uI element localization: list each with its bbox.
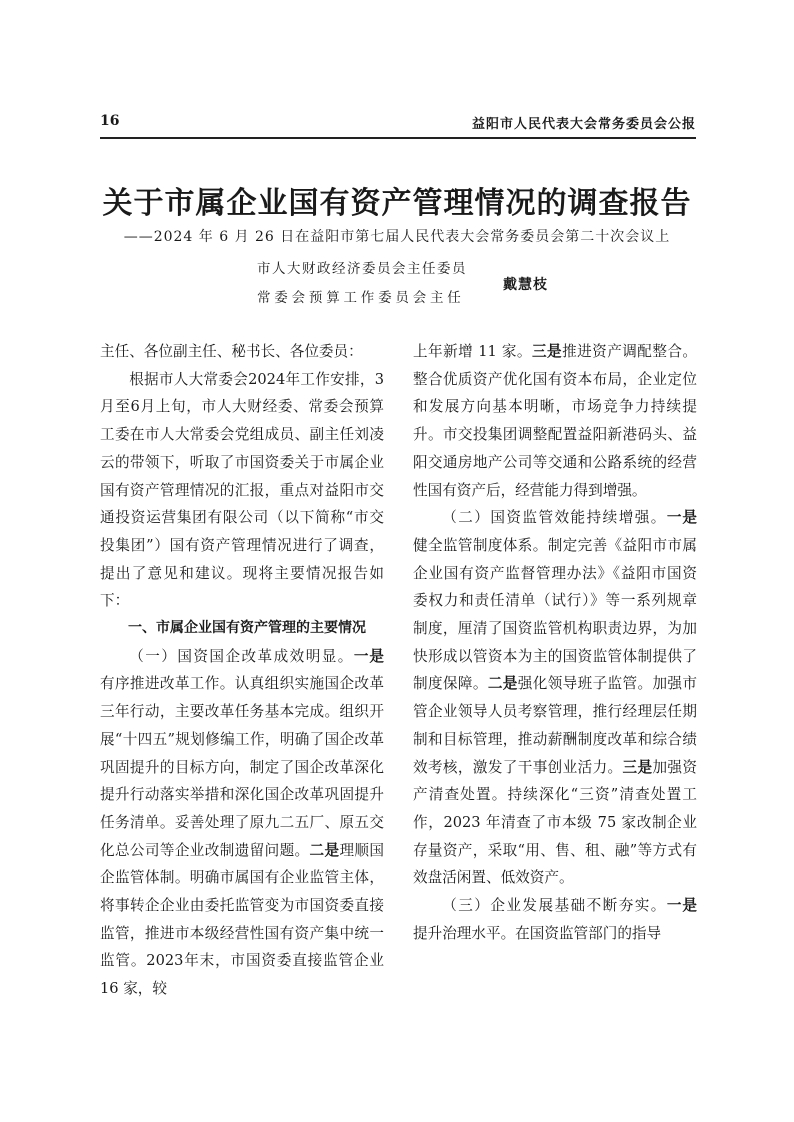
paragraph-reform bbox=[100, 643, 384, 1003]
paragraph-text: 提升治理水平。在国资监管部门的指导 bbox=[413, 924, 662, 942]
page-header bbox=[100, 113, 696, 135]
lead-phrase: 一是 bbox=[666, 509, 697, 527]
author-role-1: 市人大财政经济委员会主任委员 bbox=[257, 261, 467, 277]
paragraph-development bbox=[413, 892, 697, 947]
paragraph-text: 健全监管制度体系。制定完善《益阳市市属企业国有资产监督管理办法》《益阳市国资委权力和责任清单（试行）》等一系列规章制度，厘清了国资监管机构职责边界，为加快形成以管资本为主的国资监管体制提供了制度保障。 bbox=[413, 536, 697, 693]
author-role-2: 常委会预算工作委员会主任 bbox=[257, 290, 465, 306]
lead-phrase: 二是 bbox=[309, 841, 340, 859]
lead-phrase: 三是 bbox=[531, 343, 563, 360]
left-column bbox=[100, 338, 384, 1003]
paragraph-text: 理顺国企监管体制。明确市属国有企业监管主体，将事转企企业由委托监管变为市国资委直接监管，推进市本级经营性国有资产集中统一监管。2023年末，市国资委直接监管企业 16 家，较 bbox=[100, 841, 384, 998]
paragraph-text: 强化领导班子监管。加强市管企业领导人员考察管理，推行经理层任期制和目标管理，推动薪酬制度改革和综合绩效考核，激发了干事创业活力。 bbox=[413, 675, 697, 776]
section-heading: 一、市属企业国有资产管理的主要情况 bbox=[128, 620, 366, 637]
paragraph-supervision bbox=[413, 504, 697, 892]
paragraph-text: 推进资产调配整合。整合优质资产优化国有资本布局，企业定位和发展方向基本明晰，市场竞争力持续提升。市交投集团调整配置益阳新港码头、益阳交通房地产公司等交通和公路系统的经营性国有资产后，经营能力得到增强。 bbox=[413, 343, 697, 499]
right-column bbox=[413, 338, 697, 947]
paragraph-continued bbox=[413, 338, 697, 504]
page-number: 16 bbox=[100, 113, 120, 129]
article-subtitle: ——2024 年 6 月 26 日在益阳市第七届人民代表大会常务委员会第二十次会议上 bbox=[123, 229, 671, 245]
lead-phrase: 三是 bbox=[622, 758, 653, 776]
author-name: 戴慧枝 bbox=[503, 277, 548, 293]
lead-phrase: 一是 bbox=[666, 897, 697, 915]
subsection-heading: （三）企业发展基础不断夯实。 bbox=[442, 897, 667, 915]
article-title: 关于市属企业国有资产管理情况的调查报告 bbox=[102, 186, 692, 221]
author-block bbox=[257, 257, 587, 307]
paragraph-text: 加强资产清查处置。持续深化“三资”清查处置工作，2023 年清查了市本级 75 家改制企业存量资产，采取“用、售、租、融”等方式有效盘活闲置、低效资产。 bbox=[413, 758, 697, 887]
intro-paragraph: 根据市人大常委会2024年工作安排，3月至6月上旬，市人大财经委、常委会预算工委在市人大常委会党组成员、副主任刘凌云的带领下，听取了市国资委关于市属企业国有资产管理情况的汇报，重点对益阳市交通投资运营集团有限公司（以下简称“市交投集团”）国有资产管理情况进行了调查，提出了意见和建议。现将主要情况报告如下： bbox=[100, 370, 384, 610]
subsection-heading: （一）国资国企改革成效明显。 bbox=[129, 647, 354, 665]
lead-phrase: 二是 bbox=[487, 675, 518, 693]
journal-name: 益阳市人民代表大会常务委员会公报 bbox=[471, 117, 696, 132]
header-divider bbox=[100, 137, 696, 139]
salutation: 主任、各位副主任、秘书长、各位委员： bbox=[100, 343, 363, 360]
subsection-heading: （二）国资监管效能持续增强。 bbox=[442, 509, 667, 527]
paragraph-text: 上年新增 11 家。 bbox=[413, 343, 532, 360]
paragraph-text: 有序推进改革工作。认真组织实施国企改革三年行动，主要改革任务基本完成。组织开展“十四五”规划修编工作，明确了国企改革巩固提升的目标方向，制定了国企改革深化提升行动落实举措和深化国企改革巩固提升任务清单。妥善处理了原九二五厂、原五交化总公司等企业改制遗留问题。 bbox=[100, 675, 384, 859]
lead-phrase: 一是 bbox=[353, 647, 384, 665]
